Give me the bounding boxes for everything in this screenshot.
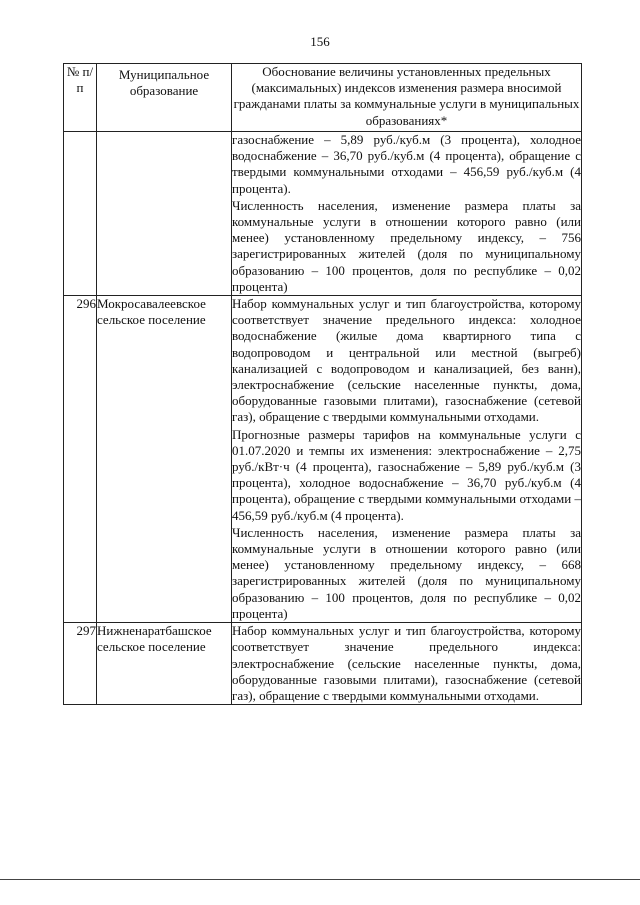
row-municipality: [97, 132, 232, 296]
header-municipality-label: Муниципальное образование: [118, 67, 210, 99]
row-number: 296: [64, 296, 97, 623]
row-municipality: Нижненаратбашское сельское поселение: [97, 623, 232, 705]
row-justification: [232, 296, 582, 623]
page-number: 156: [310, 34, 330, 49]
justification-paragraph: Прогнозные размеры тарифов на коммунальные услуги с 01.07.2020 и темпы их изменения: электроснабжение – 2,75 руб./кВт·ч (4 процента), газоснабжение – 5,89 руб./куб.м (3 процента), холодное водоснабжение – 36,70 руб./куб.м (4 процента), обращение с твердыми коммунальными отходами – 456,59 руб./куб.м (4 процента).: [232, 426, 581, 523]
justification-paragraph: Набор коммунальных услуг и тип благоустройства, которому соответствует значение предельного индекса: электроснабжение (сельские населенные пункты, дома, оборудованные газовыми плитами), газоснабжение (сетевой газ), обращение с твердыми коммунальными отходами.: [232, 623, 581, 703]
table-header-row: [64, 64, 582, 132]
row-municipality: Мокросавалеевское сельское поселение: [97, 296, 232, 623]
table-row: [64, 296, 582, 623]
header-number: № п/п: [64, 64, 97, 132]
justification-paragraph: Численность населения, изменение размера платы за коммунальные услуги в отношении которого равно (или менее) установленному предельному индексу, – 756 зарегистрированных жителей (доля по муниципальному образованию – 100 процентов, доля по республике – 0,02 процента): [232, 197, 581, 294]
table-body: [64, 132, 582, 705]
table-row: [64, 623, 582, 705]
page-bottom-rule: [0, 879, 640, 880]
row-justification: [232, 132, 582, 296]
justification-paragraph: Численность населения, изменение размера платы за коммунальные услуги в отношении которого равно (или менее) установленному предельному индексу, – 668 зарегистрированных жителей (доля по муниципальному образованию – 100 процентов, доля по республике – 0,02 процента): [232, 524, 581, 621]
justification-paragraph: газоснабжение – 5,89 руб./куб.м (3 процента), холодное водоснабжение – 36,70 руб./куб.м (4 процента), обращение с твердыми коммунальными отходами – 456,59 руб./куб.м (4 процента).: [232, 132, 581, 196]
tariff-justification-table: [63, 63, 582, 705]
row-justification: [232, 623, 582, 705]
table-row: [64, 132, 582, 296]
row-number: 297: [64, 623, 97, 705]
header-municipality: [97, 64, 232, 132]
justification-paragraph: Набор коммунальных услуг и тип благоустройства, которому соответствует значение предельного индекса: холодное водоснабжение (жилые дома квартирного типа с водопроводом и центральной или местной (выгреб) канализацией с водопроводом и канализацией, без ванн), электроснабжение (сельские населенные пункты, дома, оборудованные газовыми плитами), газоснабжение (сетевой газ), обращение с твердыми коммунальными отходами.: [232, 296, 581, 425]
row-number: [64, 132, 97, 296]
header-justification: Обоснование величины установленных предельных (максимальных) индексов изменения размера вносимой гражданами платы за коммунальные услуги в муниципальных образованиях*: [232, 64, 582, 132]
